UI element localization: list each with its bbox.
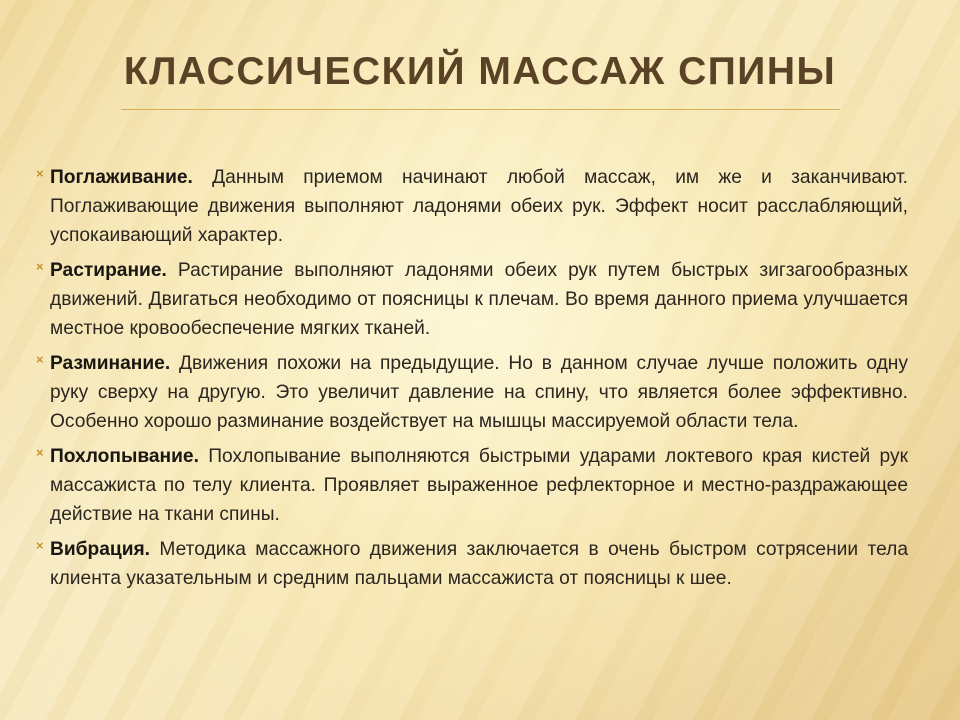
title-divider (121, 109, 840, 110)
item-text: Растирание выполняют ладонями обеих рук путем быстрых зигзагообразных движений. Двигаться необходимо от поясницы к плечам. Во время данного приема улучшается местное кровообеспечение мягких тканей. (50, 260, 908, 339)
term-label: Разминание. (50, 353, 171, 374)
bullet-icon: × (36, 259, 44, 274)
term-label: Растирание. (50, 260, 167, 281)
item-text: Методика массажного движения заключается в очень быстром сотрясении тела клиента указательным и средним пальцами массажиста от поясницы к шее. (50, 539, 908, 589)
list-item-vibration (36, 535, 908, 593)
bullet-icon: × (36, 352, 44, 367)
term-label: Поглаживание. (50, 167, 193, 188)
content-list (36, 163, 908, 599)
term-label: Похлопывание. (50, 446, 199, 467)
bullet-icon: × (36, 445, 44, 460)
item-text: Данным приемом начинают любой массаж, им же и заканчивают. Поглаживающие движения выполняют ладонями обеих рук. Эффект носит расслабляющий, успокаивающий характер. (50, 167, 908, 246)
slide-title: КЛАССИЧЕСКИЙ МАССАЖ СПИНЫ (123, 50, 837, 93)
list-item-tapping (36, 442, 908, 529)
item-text: Движения похожи на предыдущие. Но в данном случае лучше положить одну руку сверху на другую. Это увеличит давление на спину, что является более эффективно. Особенно хорошо разминание воздействует на мышцы массируемой области тела. (50, 353, 908, 432)
list-item-kneading (36, 349, 908, 436)
list-item-stroking (36, 163, 908, 250)
bullet-icon: × (36, 166, 44, 181)
bullet-icon: × (36, 538, 44, 553)
term-label: Вибрация. (50, 539, 151, 560)
item-text: Похлопывание выполняются быстрыми ударами локтевого края кистей рук массажиста по телу клиента. Проявляет выраженное рефлекторное и местно-раздражающее действие на ткани спины. (50, 446, 908, 525)
list-item-rubbing (36, 256, 908, 343)
